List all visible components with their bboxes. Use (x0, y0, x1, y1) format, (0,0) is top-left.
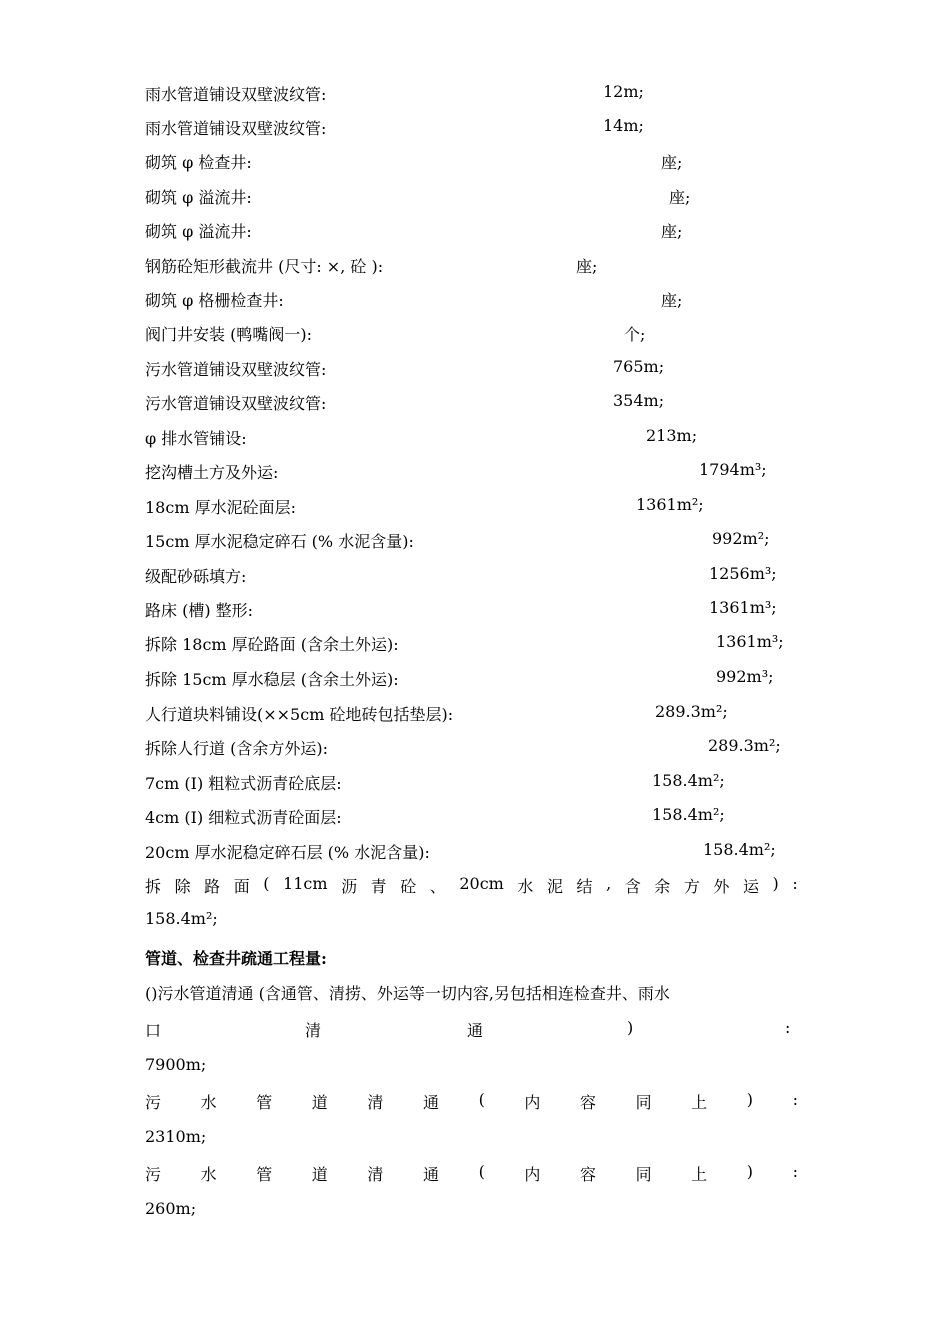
item-label: 污水管道铺设双壁波纹管: (145, 360, 327, 379)
text-part: 同 (635, 1093, 652, 1112)
text-part: ) (627, 1018, 634, 1037)
text-part: 水 (517, 877, 534, 896)
text-part: 除 (174, 877, 191, 896)
text-part: 污 (145, 1165, 162, 1184)
item-value: 座; (661, 291, 683, 310)
text-part: ) (772, 874, 779, 893)
item-value: 765m; (613, 357, 665, 376)
item-label: φ 排水管铺设: (145, 429, 247, 448)
item-label: 阀门井安装 (鸭嘴阀一): (145, 325, 312, 344)
item-label: 拆除人行道 (含余方外运): (145, 739, 328, 758)
item-value: 1361m³; (716, 632, 784, 651)
item-value: 354m; (613, 391, 665, 410)
clean3-value: 260m; (145, 1199, 197, 1218)
text-part: 清 (367, 1165, 384, 1184)
item-label: 级配砂砾填方: (145, 567, 247, 586)
item-label: 4cm (Ⅰ) 细粒式沥青砼面层: (145, 808, 342, 827)
item-value: 992m³; (716, 667, 774, 686)
text-part: 泥 (546, 877, 563, 896)
item-value: 158.4m²; (652, 771, 725, 790)
item-value: 213m; (646, 426, 698, 445)
item-label: 砌筑 φ 检查井: (145, 153, 252, 172)
item-value: 座; (661, 222, 683, 241)
text-part: , (606, 874, 612, 893)
item-label: 砌筑 φ 溢流井: (145, 188, 252, 207)
text-part: 含 (624, 877, 641, 896)
item-label: 拆除 15cm 厚水稳层 (含余土外运): (145, 670, 399, 689)
section-title: 管道、检查井疏通工程量: (145, 949, 327, 968)
text-part: 同 (635, 1165, 652, 1184)
text-part: ) (746, 1162, 754, 1181)
text-part: 内 (524, 1093, 541, 1112)
item-label: 砌筑 φ 格栅检查井: (145, 291, 284, 310)
text-part: 通 (467, 1021, 484, 1040)
text-part: 拆 (145, 877, 162, 896)
item-value: 座; (669, 188, 691, 207)
text-part: 容 (579, 1093, 596, 1112)
text-part: 结 (576, 877, 593, 896)
text-part: 上 (691, 1165, 708, 1184)
item-label: 雨水管道铺设双壁波纹管: (145, 85, 327, 104)
item-label: 拆除 18cm 厚砼路面 (含余土外运): (145, 635, 399, 654)
text-part: 沥 (341, 877, 358, 896)
text-part: ( (478, 1162, 485, 1181)
text-part: 水 (200, 1165, 217, 1184)
text-part: 上 (691, 1093, 708, 1112)
item-value: 1794m³; (699, 460, 767, 479)
text-part: 砼 (400, 877, 417, 896)
text-part: 管 (256, 1165, 273, 1184)
item-value: 1256m³; (709, 564, 777, 583)
text-part: 污 (145, 1093, 162, 1112)
item-value: 座; (661, 153, 683, 172)
text-part: : (785, 1018, 791, 1037)
text-part: 外 (713, 877, 730, 896)
clean1-value: 7900m; (145, 1055, 207, 1074)
clean2-line (145, 1090, 798, 1113)
text-part: 余 (654, 877, 671, 896)
item-label: 人行道块料铺设(××5cm 砼地砖包括垫层): (145, 705, 454, 724)
item-label: 砌筑 φ 溢流井: (145, 222, 252, 241)
text-part: 运 (742, 877, 759, 896)
text-part: 水 (200, 1093, 217, 1112)
clean2-value: 2310m; (145, 1127, 207, 1146)
item-label: 钢筋砼矩形截流井 (尺寸: ×, 砼 ): (145, 257, 384, 276)
text-part: : (792, 1090, 798, 1109)
item-value: 14m; (603, 116, 644, 135)
text-part: : (792, 874, 798, 893)
text-part: : (792, 1162, 798, 1181)
text-part: 清 (305, 1021, 322, 1040)
item-value: 158.4m²; (652, 805, 725, 824)
item-label: 18cm 厚水泥砼面层: (145, 498, 296, 517)
text-part: 20cm (459, 874, 504, 893)
text-part: 容 (579, 1165, 596, 1184)
demolish-pavement-line (145, 874, 798, 897)
item-value: 1361m³; (709, 598, 777, 617)
item-value: 158.4m²; (703, 840, 776, 859)
item-label: 雨水管道铺设双壁波纹管: (145, 119, 327, 138)
text-part: 11cm (283, 874, 328, 893)
text-part: 方 (683, 877, 700, 896)
item-label: 路床 (槽) 整形: (145, 601, 254, 620)
item-value: 1361m²; (636, 495, 704, 514)
text-part: 通 (422, 1165, 439, 1184)
text-part: 清 (367, 1093, 384, 1112)
text-part: 口 (145, 1021, 162, 1040)
text-part: 、 (429, 877, 446, 896)
item-label: 污水管道铺设双壁波纹管: (145, 394, 327, 413)
text-part: 青 (370, 877, 387, 896)
item-value: 个; (624, 325, 646, 344)
text-part: ) (746, 1090, 754, 1109)
text-part: 面 (233, 877, 250, 896)
text-part: 路 (204, 877, 221, 896)
item-label: 挖沟槽土方及外运: (145, 463, 279, 482)
item-value: 289.3m²; (708, 736, 781, 755)
item-label: 15cm 厚水泥稳定碎石 (% 水泥含量): (145, 532, 414, 551)
item-label: 7cm (Ⅰ) 粗粒式沥青砼底层: (145, 774, 342, 793)
text-part: ( (478, 1090, 485, 1109)
text-part: 道 (311, 1093, 328, 1112)
text-part: ( (263, 874, 270, 893)
clean3-line (145, 1162, 798, 1185)
item-value: 992m²; (712, 529, 770, 548)
text-part: 内 (524, 1165, 541, 1184)
text-part: 管 (256, 1093, 273, 1112)
item-value: 座; (576, 257, 598, 276)
item-value: 289.3m²; (655, 702, 728, 721)
demolish-pavement-value: 158.4m²; (145, 909, 218, 928)
text-part: 道 (311, 1165, 328, 1184)
text-part: 通 (422, 1093, 439, 1112)
clean1-first-line: ()污水管道清通 (含通管、清捞、外运等一切内容,另包括相连检查井、雨水 (145, 984, 670, 1003)
item-label: 20cm 厚水泥稳定碎石层 (% 水泥含量): (145, 843, 430, 862)
item-value: 12m; (603, 82, 644, 101)
